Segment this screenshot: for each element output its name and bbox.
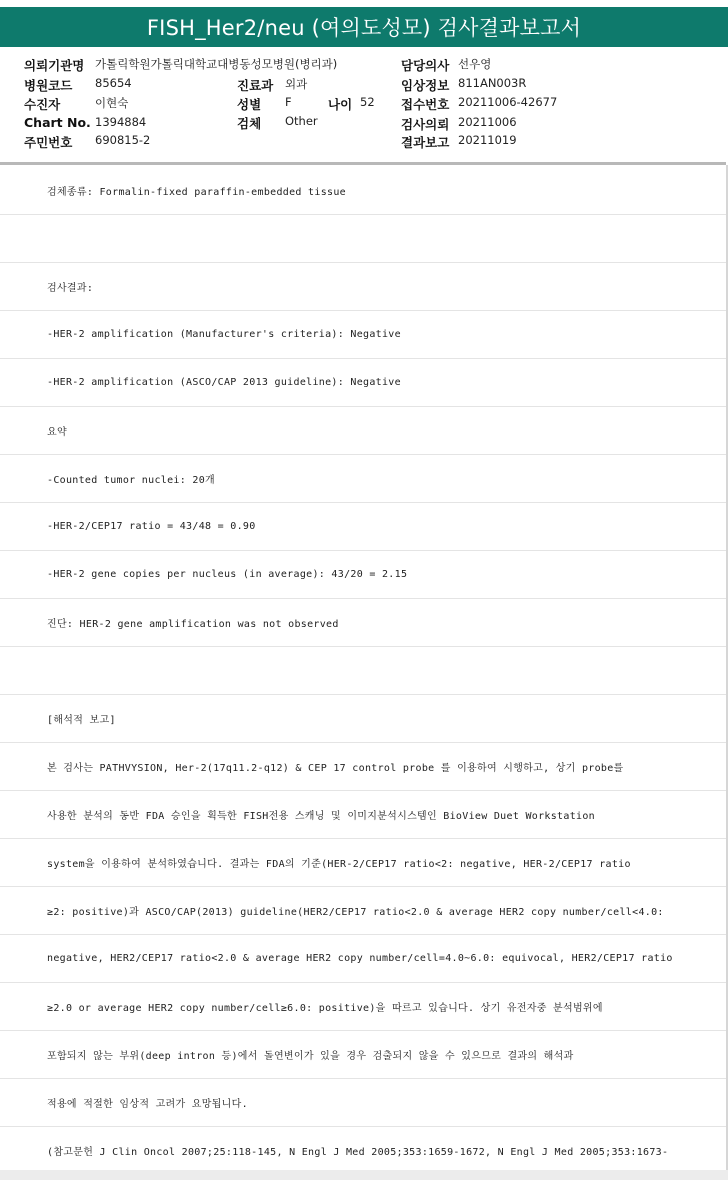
- patient-info-panel: [0, 50, 728, 150]
- receipt-no-label: 접수번호: [401, 97, 450, 112]
- hospital-code-value: 85654: [95, 76, 132, 90]
- request-date-label: 검사의뢰: [401, 117, 450, 132]
- report-line: [해석적 보고]: [0, 695, 728, 743]
- report-line: 포함되지 않는 부위(deep intron 등)에서 돌연변이가 있을 경우 검출되지 않을 수 있으므로 결과의 해석과: [0, 1031, 728, 1079]
- resident-no-value: 690815-2: [95, 133, 151, 147]
- doctor-label: 담당의사: [401, 58, 450, 73]
- report-line: 본 검사는 PATHVYSION, Her-2(17q11.2-q12) & CEP 17 control probe 를 이용하여 시행하고, 상기 probe를: [0, 743, 728, 791]
- sex-value: F: [285, 95, 292, 109]
- report-line: ≥2.0 or average HER2 copy number/cell≥6.0: positive)을 따르고 있습니다. 상기 유전자중 분석범위에: [0, 983, 728, 1031]
- clinical-info-label: 임상정보: [401, 78, 450, 93]
- report-line: 검체종류: Formalin-fixed paraffin-embedded tissue: [0, 167, 728, 215]
- institution-label: 의뢰기관명: [24, 58, 85, 73]
- report-date-label: 결과보고: [401, 135, 450, 150]
- report-body: [0, 167, 728, 1172]
- chart-no-label: Chart No.: [24, 115, 91, 130]
- doctor-value: 선우영: [458, 57, 492, 71]
- bottom-band: [0, 1170, 728, 1180]
- report-line: -HER-2/CEP17 ratio = 43/48 = 0.90: [0, 503, 728, 551]
- report-line: -HER-2 amplification (Manufacturer's criteria): Negative: [0, 311, 728, 359]
- specimen-value: Other: [285, 114, 318, 128]
- request-date-value: 20211006: [458, 115, 517, 129]
- resident-no-label: 주민번호: [24, 135, 73, 150]
- report-line: [0, 647, 728, 695]
- page-title: FISH_Her2/neu (여의도성모) 검사결과보고서: [146, 16, 582, 40]
- report-date-value: 20211019: [458, 133, 517, 147]
- report-line: -Counted tumor nuclei: 20개: [0, 455, 728, 503]
- report-line: 사용한 분석의 동반 FDA 승인을 획득한 FISH전용 스캐닝 및 이미지분석시스템인 BioView Duet Workstation: [0, 791, 728, 839]
- report-line: 요약: [0, 407, 728, 455]
- report-line: [0, 215, 728, 263]
- report-line: -HER-2 gene copies per nucleus (in average): 43/20 = 2.15: [0, 551, 728, 599]
- receipt-no-value: 20211006-42677: [458, 95, 558, 109]
- hospital-code-label: 병원코드: [24, 78, 73, 93]
- patient-value: 이현숙: [95, 96, 129, 110]
- report-line: -HER-2 amplification (ASCO/CAP 2013 guideline): Negative: [0, 359, 728, 407]
- department-value: 외과: [285, 77, 308, 91]
- report-header: [0, 0, 728, 55]
- chart-no-value: 1394884: [95, 115, 147, 129]
- report-line: (참고문헌 J Clin Oncol 2007;25:118-145, N Engl J Med 2005;353:1659-1672, N Engl J Med 2005;353:1673-: [0, 1127, 728, 1172]
- title-banner: [0, 7, 728, 47]
- report-line: 적용에 적절한 임상적 고려가 요망됩니다.: [0, 1079, 728, 1127]
- report-line: ≥2: positive)과 ASCO/CAP(2013) guideline(HER2/CEP17 ratio<2.0 & average HER2 copy number/cell<4.0:: [0, 887, 728, 935]
- report-line: 검사결과:: [0, 263, 728, 311]
- report-line: 진단: HER-2 gene amplification was not observed: [0, 599, 728, 647]
- header-divider: [0, 162, 726, 165]
- specimen-label: 검체: [237, 116, 262, 131]
- sex-label: 성별: [237, 97, 262, 112]
- institution-value: 가톨릭학원가톨릭대학교대병동성모병원(병리과): [95, 57, 338, 71]
- age-value: 52: [360, 95, 375, 109]
- report-line: negative, HER2/CEP17 ratio<2.0 & average HER2 copy number/cell=4.0~6.0: equivocal, HER2/CEP17 ratio: [0, 935, 728, 983]
- department-label: 진료과: [237, 78, 274, 93]
- patient-label: 수진자: [24, 97, 61, 112]
- age-label: 나이: [328, 97, 353, 112]
- report-line: system을 이용하여 분석하였습니다. 결과는 FDA의 기준(HER-2/CEP17 ratio<2: negative, HER-2/CEP17 ratio: [0, 839, 728, 887]
- clinical-info-value: 811AN003R: [458, 76, 527, 90]
